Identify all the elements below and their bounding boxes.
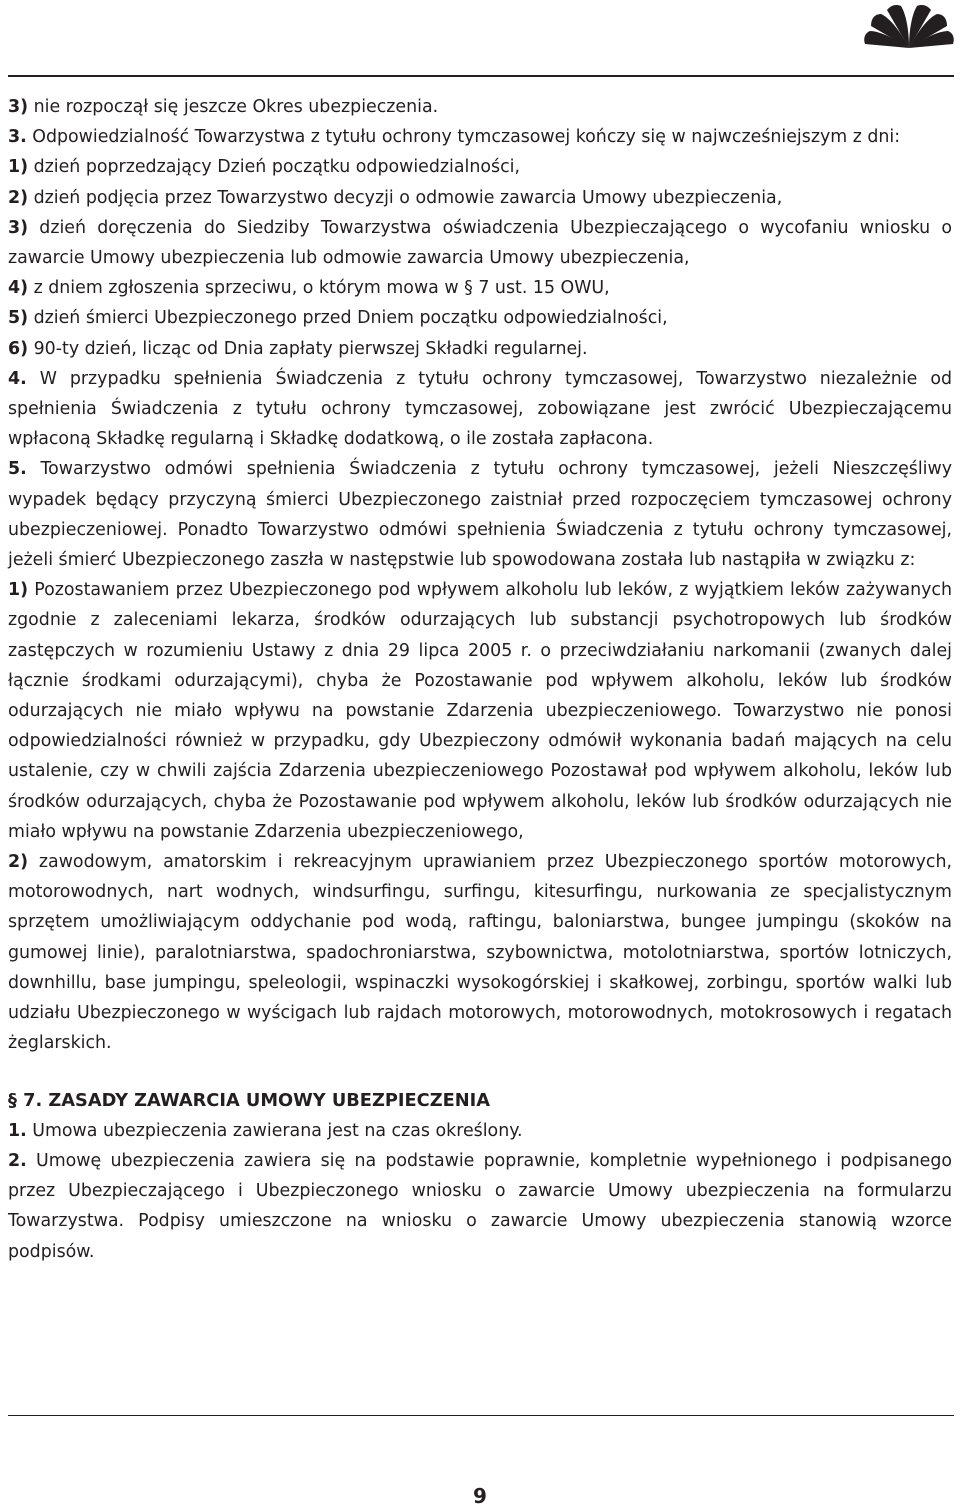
list-item: 1) Pozostawaniem przez Ubezpieczonego pod wpływem alkoholu lub leków, z wyjątkiem leków zażywanych zgodnie z zaleceniami lekarza, środków odurzających lub substancji psychotropowych lub środków zastępczych w rozumieniu Ustawy z dnia 29 lipca 2005 r. o przeciwdziałaniu narkomanii (zwanych dalej łącznie środkami odurzającymi), chyba że Pozostawanie pod wpływem alkoholu, leków lub środków odurzających nie miało wpływu na powstanie Zdarzenia ubezpieczeniowego. Towarzystwo nie ponosi odpowiedzialności również w przypadku, gdy Ubezpieczony odmówił wykonania badań mających na celu ustalenie, czy w chwili zajścia Zdarzenia ubezpieczeniowego Pozostawał pod wpływem alkoholu, leków lub środków odurzających, chyba że Pozostawanie pod wpływem alkoholu, leków lub środków odurzających nie miało wpływu na powstanie Zdarzenia ubezpieczeniowego, [8,580,953,842]
paragraph-4: 4. W przypadku spełnienia Świadczenia z tytułu ochrony tymczasowej, Towarzystwo niezależnie od spełnienia Świadczenia z tytułu ochrony tymczasowej, zobowiązane jest zwrócić Ubezpieczającemu wpłaconą Składkę regularną i Składkę dodatkową, o ile została zapłacona. [8,368,953,450]
footer-rule [8,1415,954,1416]
list-item: 2) dzień podjęcia przez Towarzystwo decyzji o odmowie zawarcia Umowy ubezpieczenia, [8,187,783,208]
section-heading: § 7. ZASADY ZAWARCIA UMOWY UBEZPIECZENIA [8,1089,490,1111]
page-number: 9 [473,1484,487,1508]
paragraph-7-1: 1. Umowa ubezpieczenia zawierana jest na czas określony. [8,1120,523,1141]
paragraph-7-2: 2. Umowę ubezpieczenia zawiera się na podstawie poprawnie, kompletnie wypełnionego i podpisanego przez Ubezpieczającego i Ubezpieczonego wniosku o zawarcie Umowy ubezpieczenia na formularzu Towarzystwa. Podpisy umieszczone na wniosku o zawarcie Umowy ubezpieczenia stanowią wzorce podpisów. [8,1150,952,1262]
document-body [8,92,952,1267]
list-item: 1) dzień poprzedzający Dzień początku odpowiedzialności, [8,157,521,178]
list-item: 4) z dniem zgłoszenia sprzeciwu, o którym mowa w § 7 ust. 15 OWU, [8,278,610,299]
list-item: 3) dzień doręczenia do Siedziby Towarzystwa oświadczenia Ubezpieczającego o wycofaniu wniosku o zawarcie Umowy ubezpieczenia lub odmowie zawarcia Umowy ubezpieczenia, [8,217,952,269]
list-item: 5) dzień śmierci Ubezpieczonego przed Dniem początku odpowiedzialności, [8,308,668,329]
list-item: 2) zawodowym, amatorskim i rekreacyjnym uprawianiem przez Ubezpieczonego sportów motorowych, motorowodnych, nart wodnych, windsurfingu, surfingu, kitesurfingu, nurkowania ze specjalistycznym sprzętem umożliwiającym oddychanie pod wodą, raftingu, baloniarstwa, bungee jumpingu (skoków na gumowej linie), paralotniarstwa, spadochroniarstwa, szybownictwa, motolotniarstwa, sportów lotniczych, downhillu, base jumpingu, speleologii, wspinaczki wysokogórskiej i skałkowej, zorbingu, sportów walki lub udziału Ubezpieczonego w wyścigach lub rajdach motorowych, motorowodnych, motokrosowych i regatach żeglarskich. [8,852,952,1054]
paragraph-5: 5. Towarzystwo odmówi spełnienia Świadczenia z tytułu ochrony tymczasowej, jeżeli Nieszczęśliwy wypadek będący przyczyną śmierci Ubezpieczonego zaistniał przed rozpoczęciem tymczasowej ochrony ubezpieczeniowej. Ponadto Towarzystwo odmówi spełnienia Świadczenia z tytułu ochrony tymczasowej, jeżeli śmierć Ubezpieczonego zaszła w następstwie lub spowodowana została lub nastąpiła w związku z: [8,459,953,571]
company-logo [862,4,956,50]
list-item: 6) 90-ty dzień, licząc od Dnia zapłaty pierwszej Składki regularnej. [8,338,588,359]
paragraph-3: 3. Odpowiedzialność Towarzystwa z tytułu ochrony tymczasowej kończy się w najwcześniejszym z dni: [8,127,901,148]
list-item: 3) nie rozpoczął się jeszcze Okres ubezpieczenia. [8,97,439,117]
header-rule [8,75,954,77]
